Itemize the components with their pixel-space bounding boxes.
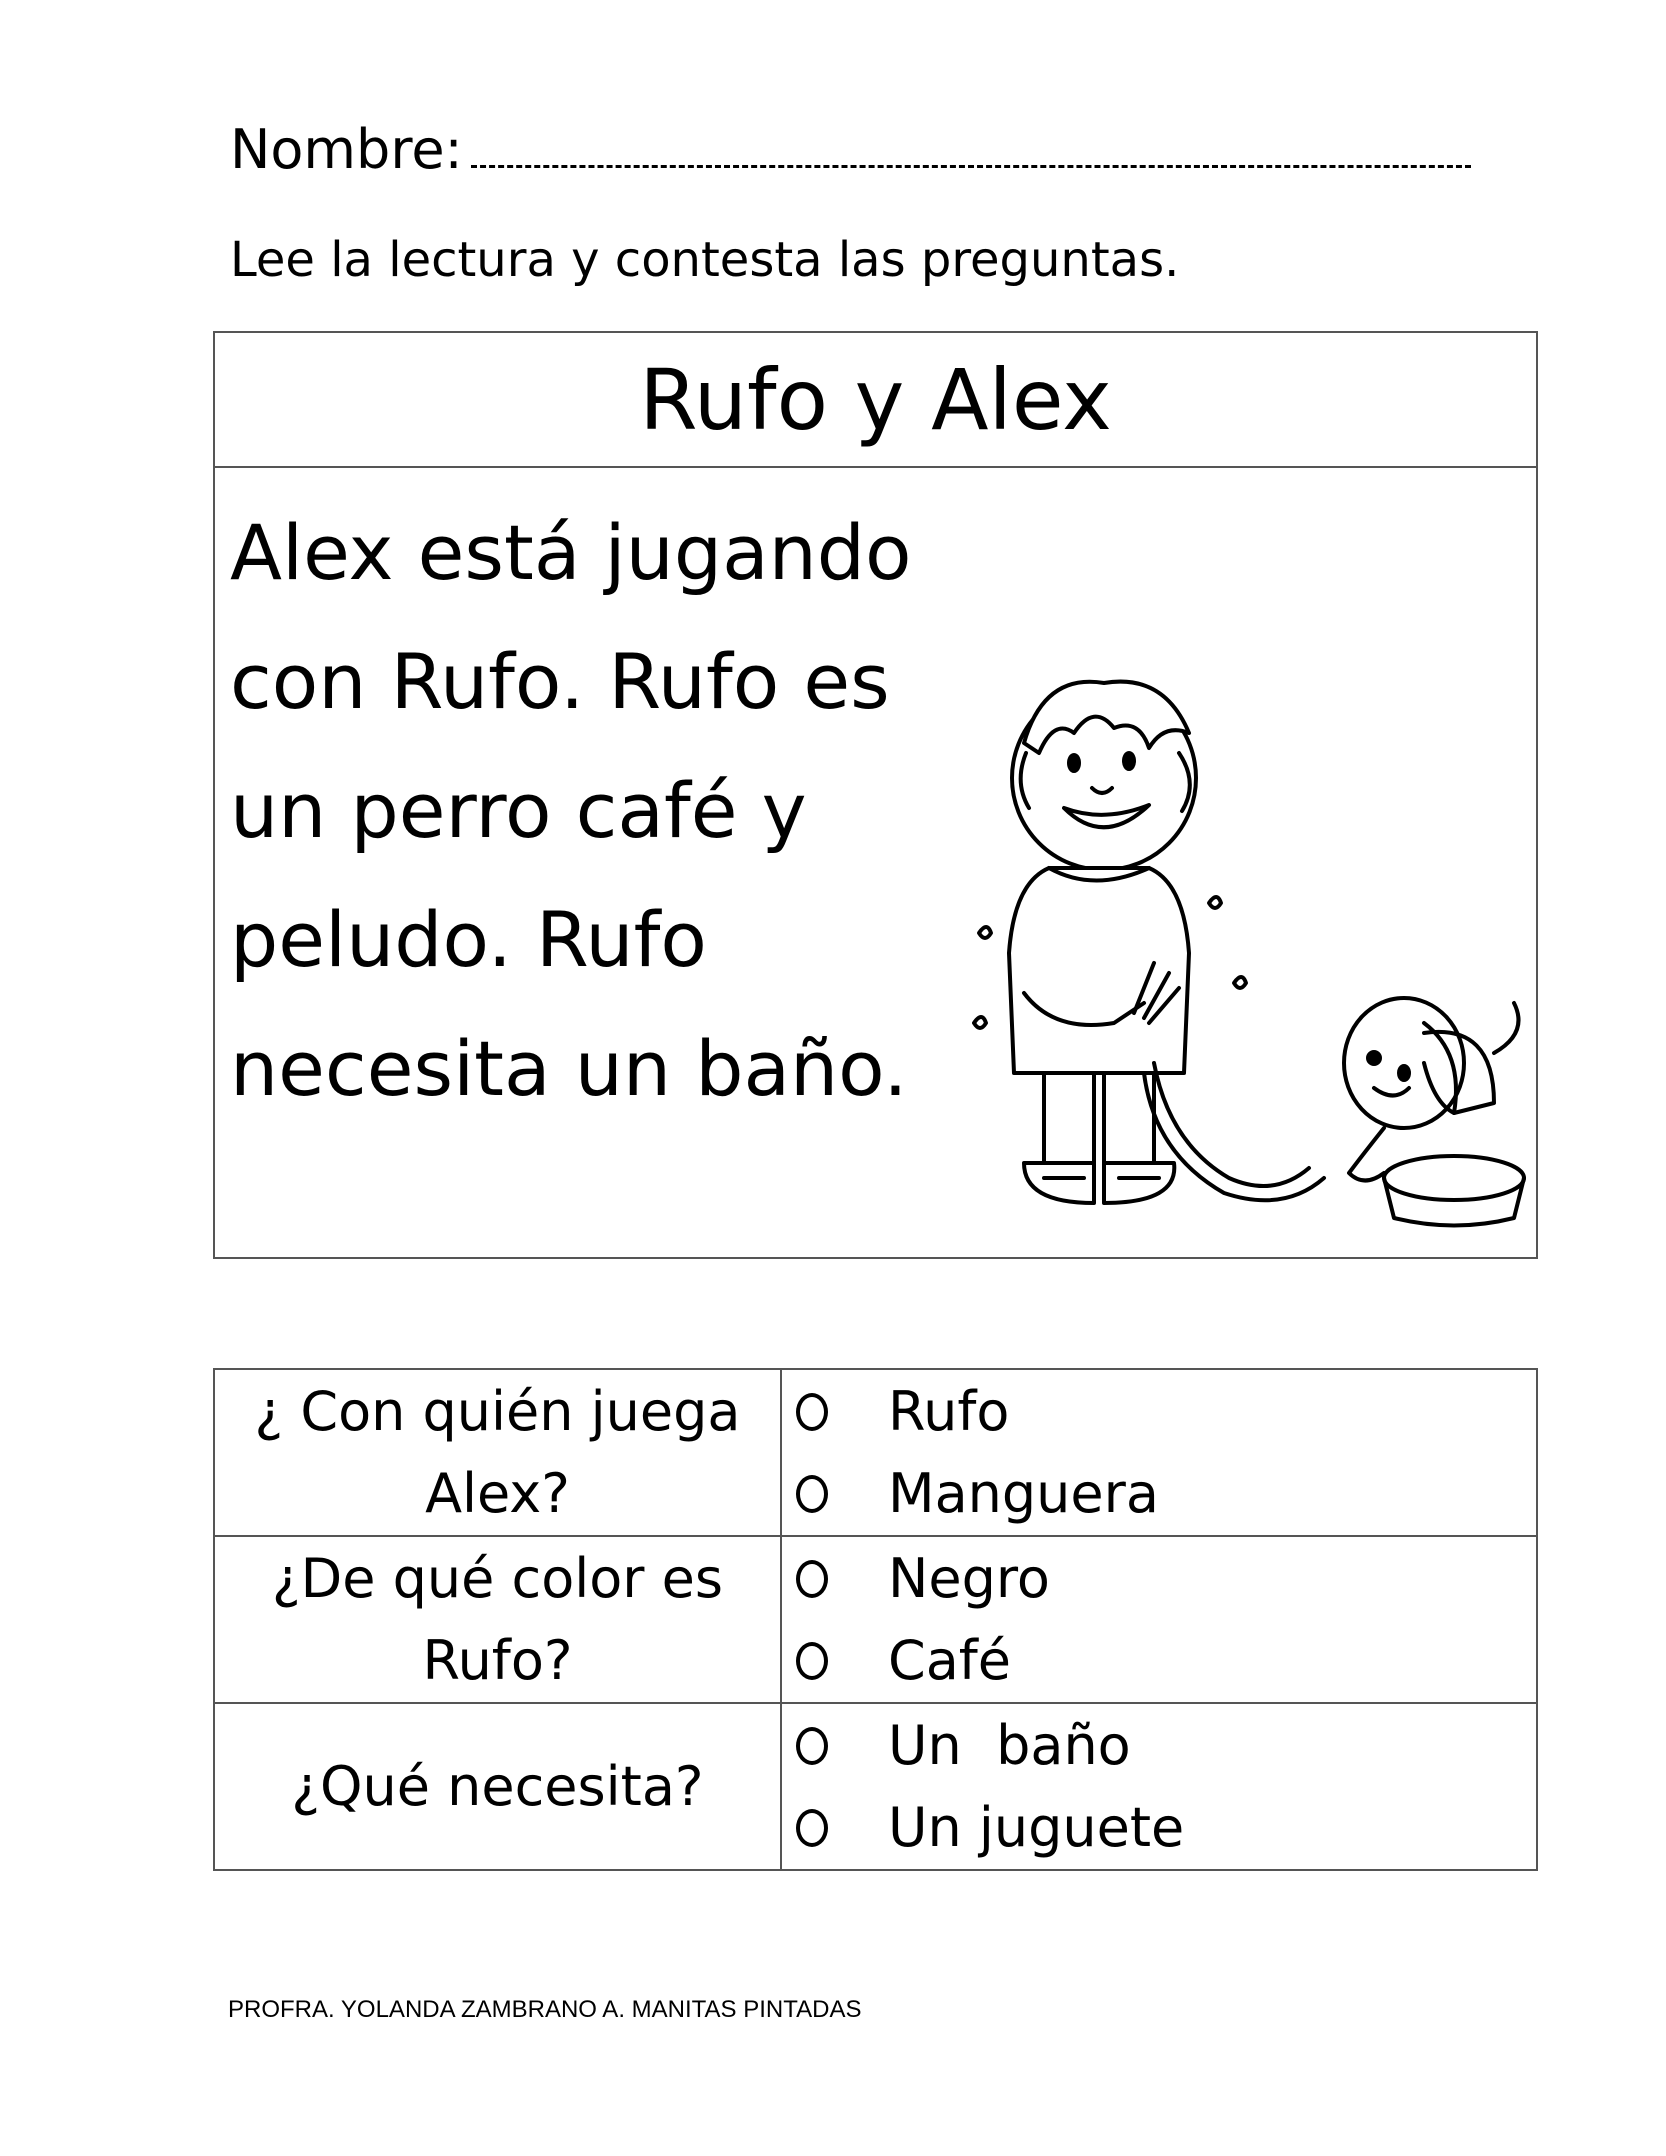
answer-bubble-icon[interactable] xyxy=(796,1475,828,1513)
question-text: ¿ Con quién juega xyxy=(254,1379,741,1443)
instruction-text: Lee la lectura y contesta las preguntas. xyxy=(230,232,1180,288)
answer-option[interactable] xyxy=(792,1538,1536,1620)
story-line: con Rufo. Rufo es xyxy=(230,637,890,726)
question-text: ¿De qué color es xyxy=(271,1546,723,1610)
answer-bubble-icon[interactable] xyxy=(796,1727,828,1765)
story-line: Alex está jugando xyxy=(230,508,912,597)
name-blank-line[interactable] xyxy=(471,155,1471,168)
story-text xyxy=(230,488,1000,1133)
quiz-row xyxy=(214,1369,1537,1536)
answer-bubble-icon[interactable] xyxy=(796,1642,828,1680)
name-label: Nombre: xyxy=(230,118,463,181)
option-label: Manguera xyxy=(888,1462,1159,1525)
story-line: un perro café y xyxy=(230,766,807,855)
options-cell xyxy=(781,1703,1537,1870)
option-label: Un baño xyxy=(888,1714,1131,1777)
quiz-row xyxy=(214,1703,1537,1870)
options-cell xyxy=(781,1536,1537,1703)
boy-and-dog-illustration xyxy=(954,633,1534,1233)
option-label: Café xyxy=(888,1629,1012,1692)
answer-option[interactable] xyxy=(792,1620,1536,1702)
option-label: Negro xyxy=(888,1547,1050,1610)
answer-option[interactable] xyxy=(792,1787,1536,1869)
quiz-table xyxy=(213,1368,1538,1871)
answer-bubble-icon[interactable] xyxy=(796,1809,828,1847)
question-text: Rufo? xyxy=(422,1628,573,1692)
answer-bubble-icon[interactable] xyxy=(796,1560,828,1598)
question-text: Alex? xyxy=(425,1461,570,1525)
options-cell xyxy=(781,1369,1537,1536)
story-line: peludo. Rufo xyxy=(230,895,707,984)
question-cell xyxy=(214,1536,781,1703)
quiz-row xyxy=(214,1536,1537,1703)
answer-option[interactable] xyxy=(792,1371,1536,1453)
option-label: Rufo xyxy=(888,1380,1010,1443)
footer-credit: PROFRA. YOLANDA ZAMBRANO A. MANITAS PINTADAS xyxy=(228,1996,862,2023)
question-text: ¿Qué necesita? xyxy=(291,1754,704,1818)
story-box xyxy=(213,331,1538,1259)
answer-bubble-icon[interactable] xyxy=(796,1393,828,1431)
answer-option[interactable] xyxy=(792,1453,1536,1535)
story-title: Rufo y Alex xyxy=(215,333,1536,468)
question-cell xyxy=(214,1703,781,1870)
story-line: necesita un baño. xyxy=(230,1024,908,1113)
name-field[interactable] xyxy=(230,118,1471,181)
answer-option[interactable] xyxy=(792,1705,1536,1787)
option-label: Un juguete xyxy=(888,1796,1185,1859)
question-cell xyxy=(214,1369,781,1536)
